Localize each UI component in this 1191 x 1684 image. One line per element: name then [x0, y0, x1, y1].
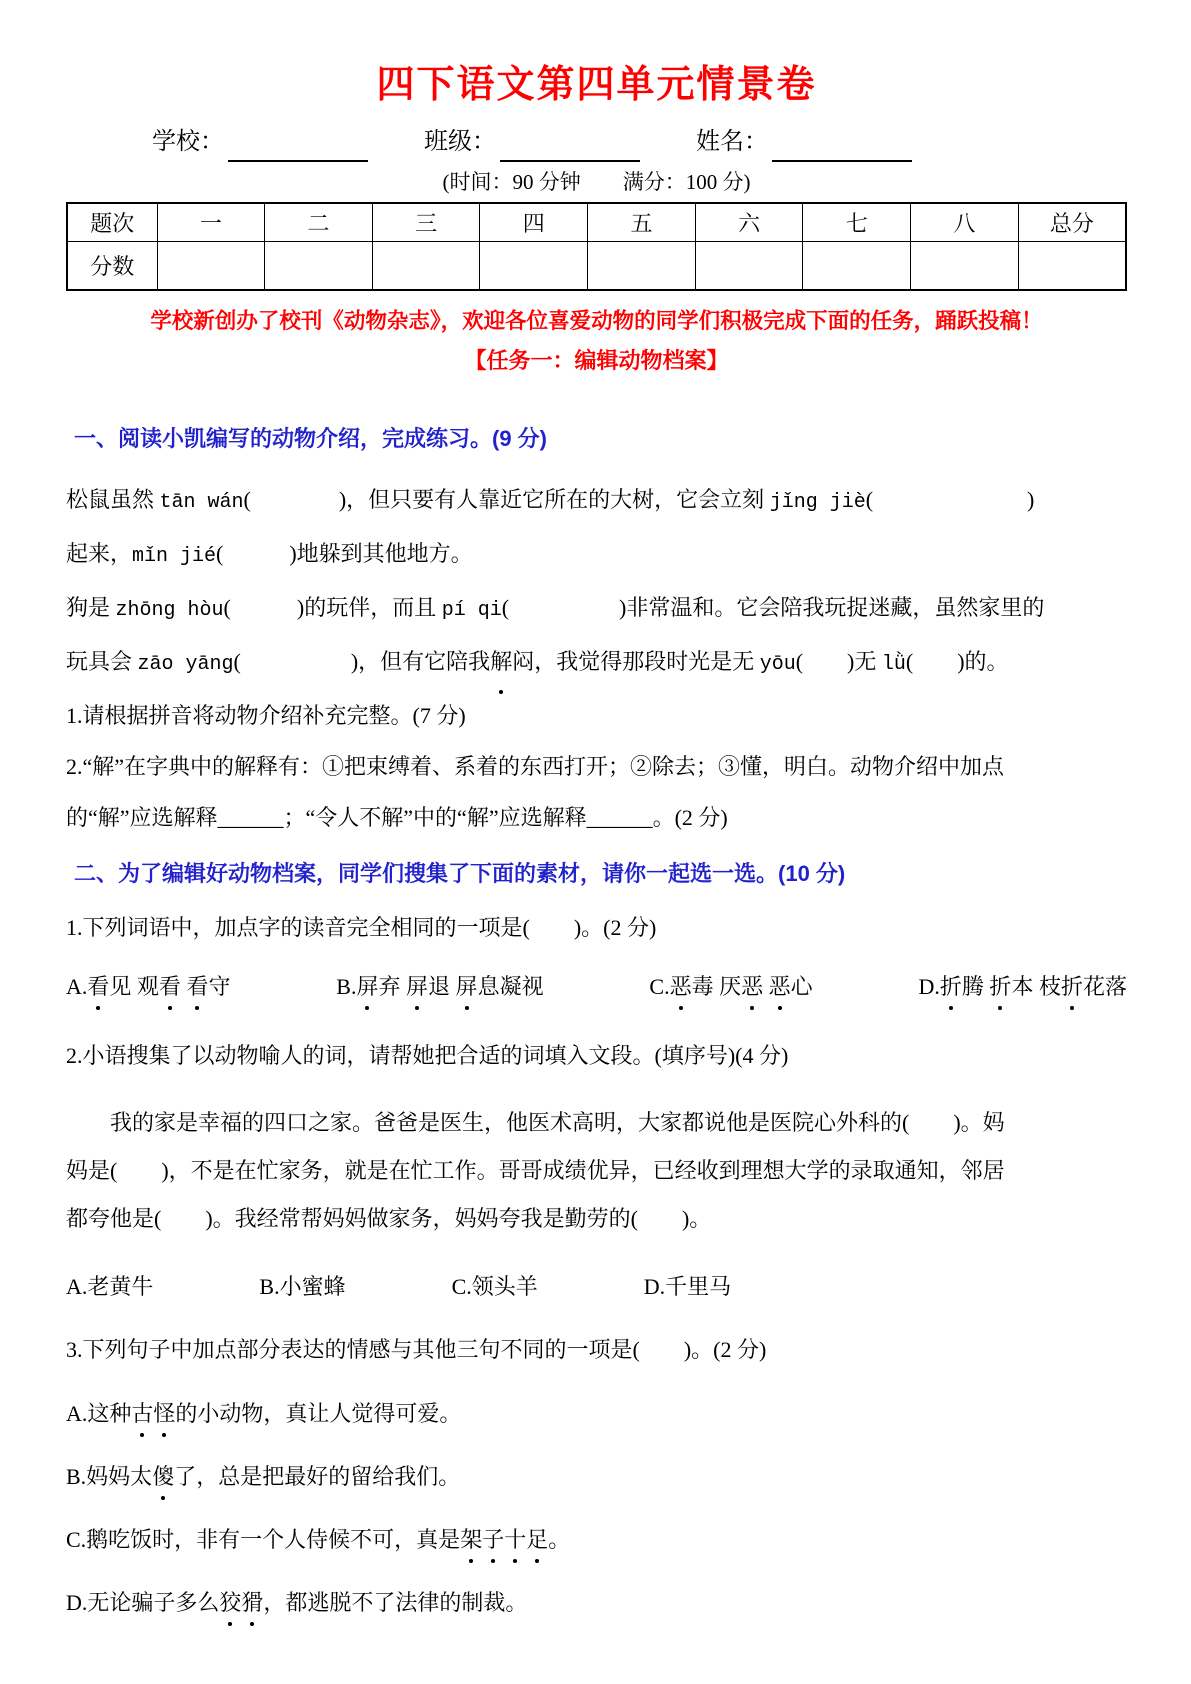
fill-in-passage — [66, 1099, 1127, 1243]
class-field — [424, 122, 640, 162]
option-b: B.小蜜蜂 — [259, 1274, 346, 1299]
section-two-question-2: 2.小语搜集了以动物喻人的词，请帮她把合适的词填入文段。(填序号)(4 分) — [66, 1043, 789, 1068]
score-table-header-cell: 五 — [588, 203, 696, 242]
section-one-heading: 一、阅读小凯编写的动物介绍，完成练习。(9 分) — [74, 426, 548, 451]
option-c: C.恶毒 厌恶 恶心 — [649, 971, 812, 1003]
section-one-question-1: 1.请根据拼音将动物介绍补充完整。(7 分) — [66, 703, 466, 728]
section-two-question-1: 1.下列词语中，加点字的读音完全相同的一项是( )。(2 分) — [66, 915, 657, 940]
score-table-score-row — [67, 242, 1126, 291]
passage-line: 起来，mǐn jié( )地躲到其他地方。 — [66, 541, 473, 568]
score-table-header-row — [67, 203, 1126, 242]
name-label: 姓名： — [696, 129, 768, 155]
name-field — [696, 122, 912, 162]
score-table-header-cell: 一 — [157, 203, 265, 242]
question-3-option-b: B.妈妈太傻了，总是把最好的留给我们。 — [66, 1461, 1127, 1493]
option-c: C.领头羊 — [451, 1274, 538, 1299]
section-one-question-2-line-1: 2.“解”在字典中的解释有：①把束缚着、系着的东西打开；②除去；③懂，明白。动物介绍中加点 — [66, 754, 1005, 779]
question-3-option-d: D.无论骗子多么狡猾，都逃脱不了法律的制裁。 — [66, 1587, 1127, 1619]
option-a: A.看见 观看 看守 — [66, 971, 230, 1003]
score-cell — [911, 242, 1019, 291]
fill-passage-line: 妈是( )，不是在忙家务，就是在忙工作。哥哥成绩优异，已经收到理想大学的录取通知，邻居 — [66, 1158, 1005, 1183]
score-cell — [1018, 242, 1126, 291]
score-table-header-cell: 总分 — [1018, 203, 1126, 242]
question-3-option-a: A.这种古怪的小动物，真让人觉得可爱。 — [66, 1398, 1127, 1430]
section-one-question-2-line-2: 的“解”应选解释______；“令人不解”中的“解”应选解释______。(2 分) — [66, 805, 728, 830]
score-table-header-cell: 题次 — [67, 203, 157, 242]
score-cell — [695, 242, 803, 291]
section-two-question-3: 3.下列句子中加点部分表达的情感与其他三句不同的一项是( )。(2 分) — [66, 1337, 767, 1362]
option-a: A.老黄牛 — [66, 1274, 154, 1299]
option-b: B.屏弃 屏退 屏息凝视 — [336, 971, 543, 1003]
score-cell — [588, 242, 696, 291]
score-cell — [480, 242, 588, 291]
animal-intro-passage — [66, 474, 1127, 690]
score-table-header-cell: 六 — [695, 203, 803, 242]
class-blank-line — [500, 130, 640, 162]
score-table-header-cell: 二 — [265, 203, 373, 242]
school-label: 学校： — [152, 129, 224, 155]
passage-line: 狗是 zhōng hòu( )的玩伴，而且 pí qi( )非常温和。它会陪我玩捉迷藏，虽然家里的 — [66, 595, 1045, 622]
score-table-header-cell: 三 — [372, 203, 480, 242]
school-blank-line — [228, 130, 368, 162]
score-table-header-cell: 四 — [480, 203, 588, 242]
passage-line: 玩具会 zāo yāng( )，但有它陪我解闷，我觉得那段时光是无 yōu( )无 lǜ( )的。 — [66, 636, 1127, 690]
score-cell — [372, 242, 480, 291]
paper-title: 四下语文第四单元情景卷 — [376, 64, 817, 106]
fill-passage-line: 我的家是幸福的四口之家。爸爸是医生，他医术高明，大家都说他是医院心外科的( )。妈 — [66, 1110, 1005, 1135]
passage-line: 松鼠虽然 tān wán( )，但只要有人靠近它所在的大树，它会立刻 jǐng jiè( ) — [66, 487, 1035, 514]
score-table — [66, 202, 1127, 291]
student-info-row — [66, 122, 1127, 162]
name-blank-line — [772, 130, 912, 162]
score-cell — [803, 242, 911, 291]
notice-text: 学校新创办了校刊《动物杂志》，欢迎各位喜爱动物的同学们积极完成下面的任务，踊跃投稿！ — [150, 309, 1043, 333]
score-table-header-cell: 七 — [803, 203, 911, 242]
option-d: D.千里马 — [643, 1274, 732, 1299]
class-label: 班级： — [424, 129, 496, 155]
question-1-options-row — [66, 971, 1127, 1003]
section-two-heading: 二、为了编辑好动物档案，同学们搜集了下面的素材，请你一起选一选。(10 分) — [74, 861, 846, 886]
score-table-header-cell: 八 — [911, 203, 1019, 242]
option-d: D.折腾 折本 枝折花落 — [919, 971, 1127, 1003]
task-one-title: 【任务一：编辑动物档案】 — [464, 348, 729, 373]
question-3-option-c: C.鹅吃饭时，非有一个人侍候不可，真是架子十足。 — [66, 1524, 1127, 1556]
question-2-options-row — [66, 1271, 1127, 1303]
score-cell — [265, 242, 373, 291]
fill-passage-line: 都夸他是( )。我经常帮妈妈做家务，妈妈夸我是勤劳的( )。 — [66, 1206, 712, 1231]
score-cell — [157, 242, 265, 291]
score-label-cell: 分数 — [67, 242, 157, 291]
school-field — [152, 122, 368, 162]
time-info: (时间：90 分钟 满分：100 分) — [442, 170, 751, 194]
